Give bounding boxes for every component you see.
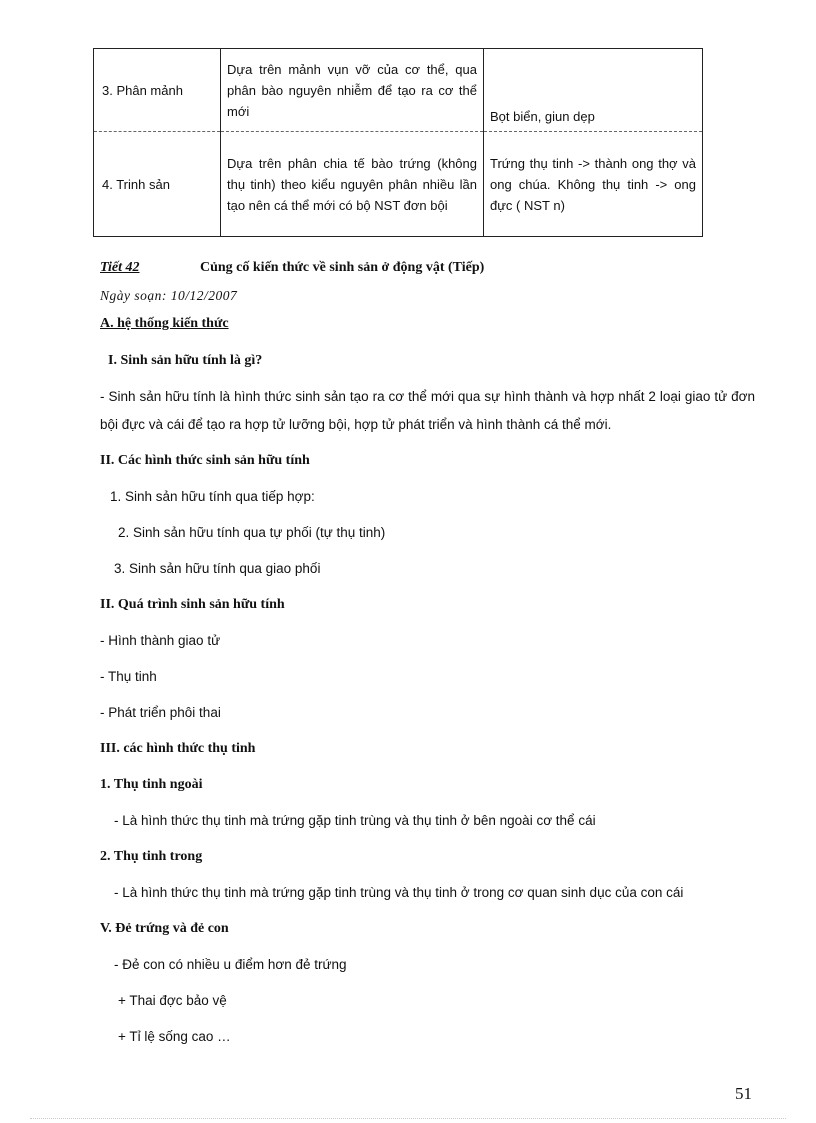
table-cell-method: 3. Phân mảnh [94,49,221,132]
reproduction-forms-table [93,48,703,237]
preparation-date: Ngày soạn: 10/12/2007 [100,288,238,303]
table-cell-description: Dựa trên mảnh vụn vỡ của cơ thể, qua phân bào nguyên nhiễm để tạo ra cơ thể mới [221,49,484,132]
section-a-heading: A. hệ thống kiến thức [100,316,229,331]
table-cell-example: Trứng thụ tinh -> thành ong thợ và ong chúa. Không thụ tinh -> ong đực ( NST n) [484,132,703,237]
definition-paragraph: - Sinh sản hữu tính là hình thức sinh sản tạo ra cơ thể mới qua sự hình thành và hợp nhất 2 loại giao tử đơn bội đực và cái để tạo ra hợp tử lưỡng bội, hợp tử phát triển và hình thành cá thể mới. [100,389,755,432]
lesson-number: Tiết 42 [100,260,140,275]
list-item: - Đẻ con có nhiều u điểm hơn đẻ trứng [114,957,347,972]
lesson-title: Củng cố kiến thức về sinh sản ở động vật (Tiếp) [200,260,485,275]
list-item: + Thai đợc bảo vệ [118,993,227,1008]
list-item: - Phát triển phôi thai [100,705,221,720]
subsection-text: - Là hình thức thụ tinh mà trứng gặp tinh trùng và thụ tinh ở bên ngoài cơ thể cái [114,813,596,828]
section-heading: II. Quá trình sinh sản hữu tính [100,597,285,612]
subsection-text: - Là hình thức thụ tinh mà trứng gặp tinh trùng và thụ tinh ở trong cơ quan sinh dục của con cái [114,885,684,900]
footer-divider [30,1118,786,1119]
list-item: 3. Sinh sản hữu tính qua giao phối [114,561,321,576]
page-number: 51 [735,1084,752,1103]
table-cell-example: Bọt biển, giun dẹp [484,49,703,132]
section-heading: II. Các hình thức sinh sản hữu tính [100,453,310,468]
table-cell-method: 4. Trinh sản [94,132,221,237]
subsection-heading: 2. Thụ tinh trong [100,849,203,864]
table-cell-description: Dựa trên phân chia tế bào trứng (không thụ tinh) theo kiểu nguyên phân nhiều lần tạo nên cá thể mới có bộ NST đơn bội [221,132,484,237]
section-heading: III. các hình thức thụ tinh [100,741,256,756]
subsection-heading: 1. Thụ tinh ngoài [100,777,203,792]
list-item: + Tỉ lệ sống cao … [118,1029,231,1044]
list-item: 1. Sinh sản hữu tính qua tiếp hợp: [110,489,315,504]
section-heading: I. Sinh sản hữu tính là gì? [108,353,263,368]
table-row [94,132,703,237]
table-row [94,49,703,132]
section-heading: V. Đẻ trứng và đẻ con [100,921,229,936]
list-item: - Hình thành giao tử [100,633,221,648]
list-item: 2. Sinh sản hữu tính qua tự phối (tự thụ tinh) [118,525,386,540]
list-item: - Thụ tinh [100,669,157,684]
